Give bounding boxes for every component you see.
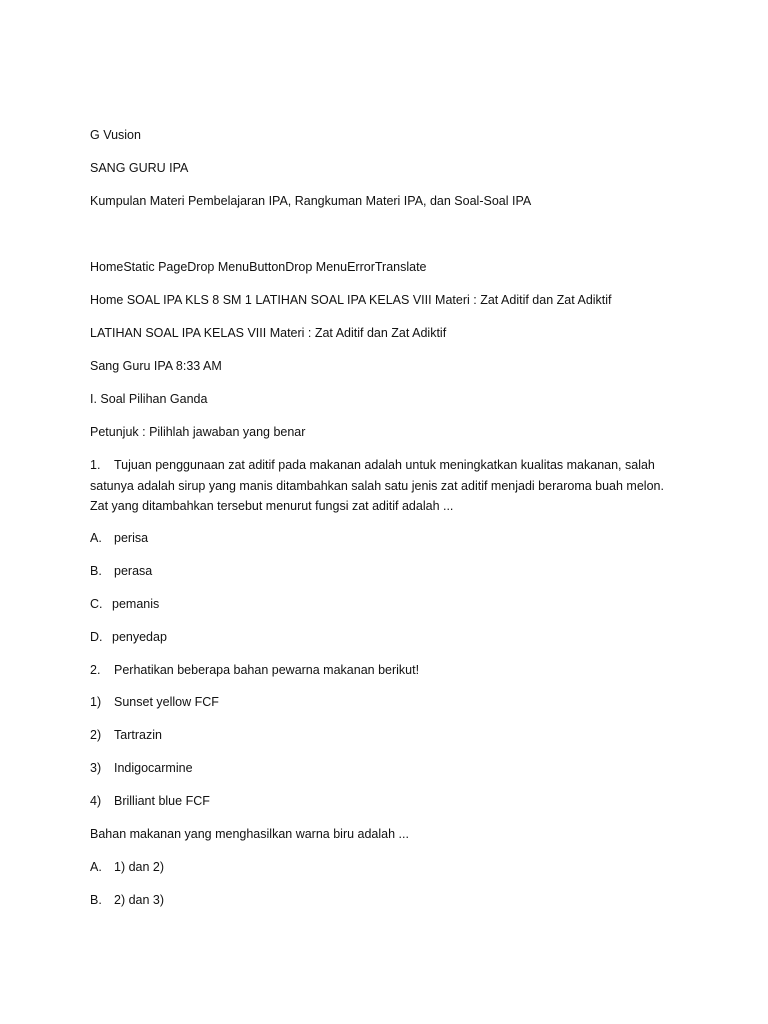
question-1-text-1: Tujuan penggunaan zat aditif pada makanan adalah untuk meningkatkan kualitas makanan, salah: [114, 458, 655, 472]
q2-item-3: [90, 758, 193, 778]
instruction: Petunjuk : Pilihlah jawaban yang benar: [90, 425, 306, 439]
q2-option-a-text: 1) dan 2): [114, 860, 165, 874]
question-2: [90, 660, 419, 680]
q2-option-a-label: A.: [90, 860, 102, 874]
breadcrumb[interactable]: Home SOAL IPA KLS 8 SM 1 LATIHAN SOAL IPA KELAS VIII Materi : Zat Aditif dan Zat Adiktif: [90, 293, 612, 307]
q2-option-b: [90, 890, 164, 910]
question-1-number: 1.: [90, 458, 101, 472]
q1-option-a-text: perisa: [114, 531, 149, 545]
blog-brand: G Vusion: [90, 128, 141, 142]
q2-item-4: [90, 791, 210, 811]
question-1-line-1: [90, 455, 690, 476]
q2-option-a: [90, 857, 164, 877]
blog-title[interactable]: SANG GURU IPA: [90, 161, 189, 175]
section-heading: I. Soal Pilihan Ganda: [90, 392, 208, 406]
nav-menu[interactable]: HomeStatic PageDrop MenuButtonDrop MenuErrorTranslate: [90, 260, 427, 274]
post-title: LATIHAN SOAL IPA KELAS VIII Materi : Zat Aditif dan Zat Adiktif: [90, 326, 447, 340]
question-2-number: 2.: [90, 663, 101, 677]
q2-option-b-label: B.: [90, 893, 102, 907]
q1-option-b-label: B.: [90, 564, 102, 578]
q1-option-c: [90, 594, 159, 614]
q2-item-1: [90, 692, 219, 712]
q1-option-c-label: C.: [90, 597, 103, 611]
q1-option-d: [90, 627, 167, 647]
post-meta: Sang Guru IPA 8:33 AM: [90, 359, 222, 373]
question-1-line-2: satunya adalah sirup yang manis ditambahkan salah satu jenis zat aditif menjadi beraroma buah melon.: [90, 478, 664, 493]
blog-tagline: Kumpulan Materi Pembelajaran IPA, Rangkuman Materi IPA, dan Soal-Soal IPA: [90, 194, 532, 208]
q1-option-b: [90, 561, 152, 581]
q1-option-d-label: D.: [90, 630, 103, 644]
question-2-text: Perhatikan beberapa bahan pewarna makanan berikut!: [114, 663, 420, 677]
q2-item-3-label: 3): [90, 761, 102, 775]
q1-option-a: [90, 528, 148, 548]
q2-item-2-label: 2): [90, 728, 102, 742]
q1-option-c-text: pemanis: [112, 597, 160, 611]
q1-option-d-text: penyedap: [112, 630, 167, 644]
question-2-prompt: Bahan makanan yang menghasilkan warna biru adalah ...: [90, 827, 409, 841]
q2-option-b-text: 2) dan 3): [114, 893, 165, 907]
question-1: [90, 455, 690, 517]
q1-option-a-label: A.: [90, 531, 102, 545]
q2-item-1-label: 1): [90, 695, 102, 709]
q2-item-4-text: Brilliant blue FCF: [114, 794, 210, 808]
q2-item-2-text: Tartrazin: [114, 728, 162, 742]
question-1-line-3: Zat yang ditambahkan tersebut menurut fungsi zat aditif adalah ...: [90, 499, 454, 513]
q2-item-1-text: Sunset yellow FCF: [114, 695, 219, 709]
q1-option-b-text: perasa: [114, 564, 153, 578]
q2-item-4-label: 4): [90, 794, 102, 808]
q2-item-3-text: Indigocarmine: [114, 761, 193, 775]
q2-item-2: [90, 725, 162, 745]
